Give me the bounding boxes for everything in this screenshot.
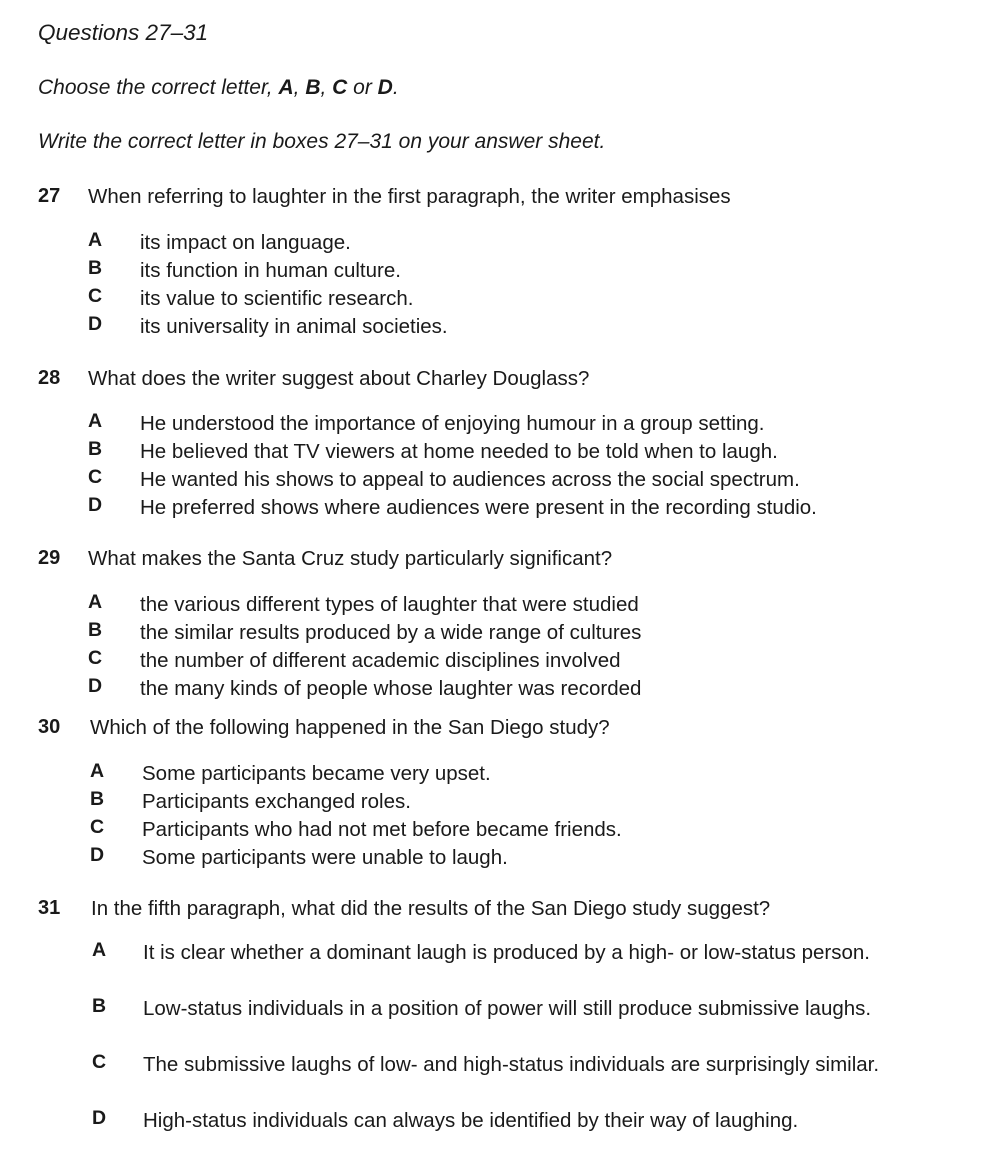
question-30 bbox=[0, 716, 982, 872]
option-a[interactable] bbox=[0, 760, 982, 788]
option-letter: B bbox=[88, 438, 103, 460]
question-number: 27 bbox=[38, 185, 61, 207]
question-stem bbox=[0, 897, 982, 925]
choose-letter-a: A bbox=[278, 76, 294, 99]
option-letter: D bbox=[92, 1107, 107, 1129]
option-b[interactable] bbox=[0, 438, 982, 466]
option-d[interactable] bbox=[0, 1107, 982, 1135]
option-text: the various different types of laughter that were studied bbox=[140, 593, 639, 616]
question-text: Which of the following happened in the San Diego study? bbox=[90, 716, 610, 739]
option-letter: D bbox=[90, 844, 105, 866]
question-text: What makes the Santa Cruz study particularly significant? bbox=[88, 547, 613, 570]
option-letter: C bbox=[92, 1051, 107, 1073]
question-number: 28 bbox=[38, 367, 61, 389]
choose-suffix: . bbox=[392, 76, 399, 99]
option-text: Participants exchanged roles. bbox=[142, 790, 411, 813]
choose-sep-1: , bbox=[293, 76, 306, 99]
option-a[interactable] bbox=[0, 591, 982, 619]
option-text: the number of different academic disciplines involved bbox=[140, 649, 621, 672]
option-b[interactable] bbox=[0, 788, 982, 816]
option-text: Participants who had not met before became friends. bbox=[142, 818, 622, 841]
write-instruction: Write the correct letter in boxes 27–31 on your answer sheet. bbox=[38, 130, 606, 153]
option-letter: C bbox=[88, 466, 103, 488]
option-text: It is clear whether a dominant laugh is produced by a high- or low-status person. bbox=[143, 941, 870, 964]
option-letter: A bbox=[92, 939, 107, 961]
choose-letter-b: B bbox=[305, 76, 321, 99]
option-d[interactable] bbox=[0, 844, 982, 872]
question-number: 30 bbox=[38, 716, 61, 738]
option-letter: B bbox=[88, 257, 103, 279]
question-number: 29 bbox=[38, 547, 61, 569]
choose-sep-2: , bbox=[320, 76, 333, 99]
option-c[interactable] bbox=[0, 466, 982, 494]
option-a[interactable] bbox=[0, 229, 982, 257]
choose-prefix: Choose the correct letter, bbox=[38, 76, 279, 99]
option-text: its universality in animal societies. bbox=[140, 315, 448, 338]
option-letter: C bbox=[88, 647, 103, 669]
option-letter: C bbox=[90, 816, 105, 838]
option-b[interactable] bbox=[0, 995, 982, 1051]
option-d[interactable] bbox=[0, 494, 982, 522]
option-text: He preferred shows where audiences were present in the recording studio. bbox=[140, 496, 817, 519]
option-text: the many kinds of people whose laughter was recorded bbox=[140, 677, 642, 700]
choose-letter-c: C bbox=[332, 76, 348, 99]
question-stem bbox=[0, 547, 982, 575]
option-list bbox=[0, 591, 982, 703]
option-c[interactable] bbox=[0, 816, 982, 844]
option-a[interactable] bbox=[0, 410, 982, 438]
option-text: He wanted his shows to appeal to audiences across the social spectrum. bbox=[140, 468, 800, 491]
question-text: What does the writer suggest about Charley Douglass? bbox=[88, 367, 590, 390]
option-letter: D bbox=[88, 675, 103, 697]
choose-sep-3: or bbox=[347, 76, 378, 99]
option-letter: A bbox=[90, 760, 105, 782]
option-text: its function in human culture. bbox=[140, 259, 401, 282]
option-letter: C bbox=[88, 285, 103, 307]
option-d[interactable] bbox=[0, 313, 982, 341]
option-a[interactable] bbox=[0, 939, 982, 995]
option-list bbox=[0, 939, 982, 1135]
question-stem bbox=[0, 185, 982, 213]
question-29 bbox=[0, 547, 982, 703]
option-letter: A bbox=[88, 229, 103, 251]
option-letter: D bbox=[88, 313, 103, 335]
question-number: 31 bbox=[38, 897, 61, 919]
question-stem bbox=[0, 716, 982, 744]
question-28 bbox=[0, 367, 982, 522]
option-text: The submissive laughs of low- and high-status individuals are surprisingly similar. bbox=[143, 1053, 880, 1076]
option-letter: D bbox=[88, 494, 103, 516]
question-text: In the fifth paragraph, what did the results of the San Diego study suggest? bbox=[91, 897, 771, 920]
option-c[interactable] bbox=[0, 1051, 982, 1107]
option-text: Some participants became very upset. bbox=[142, 762, 491, 785]
section-title: Questions 27–31 bbox=[38, 20, 209, 45]
option-list bbox=[0, 410, 982, 522]
option-letter: A bbox=[88, 410, 103, 432]
option-letter: B bbox=[90, 788, 105, 810]
option-b[interactable] bbox=[0, 257, 982, 285]
question-27 bbox=[0, 185, 982, 341]
option-b[interactable] bbox=[0, 619, 982, 647]
option-d[interactable] bbox=[0, 675, 982, 703]
option-c[interactable] bbox=[0, 647, 982, 675]
question-31 bbox=[0, 897, 982, 1135]
choose-instruction bbox=[38, 76, 399, 100]
option-list bbox=[0, 760, 982, 872]
choose-letter-d: D bbox=[377, 76, 393, 99]
option-text: its value to scientific research. bbox=[140, 287, 414, 310]
option-text: Some participants were unable to laugh. bbox=[142, 846, 508, 869]
question-stem bbox=[0, 367, 982, 395]
option-list bbox=[0, 229, 982, 341]
option-text: He understood the importance of enjoying humour in a group setting. bbox=[140, 412, 765, 435]
option-text: Low-status individuals in a position of power will still produce submissive laughs. bbox=[143, 997, 872, 1020]
option-letter: A bbox=[88, 591, 103, 613]
option-text: He believed that TV viewers at home needed to be told when to laugh. bbox=[140, 440, 778, 463]
question-text: When referring to laughter in the first paragraph, the writer emphasises bbox=[88, 185, 731, 208]
option-c[interactable] bbox=[0, 285, 982, 313]
option-text: High-status individuals can always be identified by their way of laughing. bbox=[143, 1109, 799, 1132]
option-text: its impact on language. bbox=[140, 231, 351, 254]
option-letter: B bbox=[92, 995, 107, 1017]
option-text: the similar results produced by a wide range of cultures bbox=[140, 621, 642, 644]
option-letter: B bbox=[88, 619, 103, 641]
